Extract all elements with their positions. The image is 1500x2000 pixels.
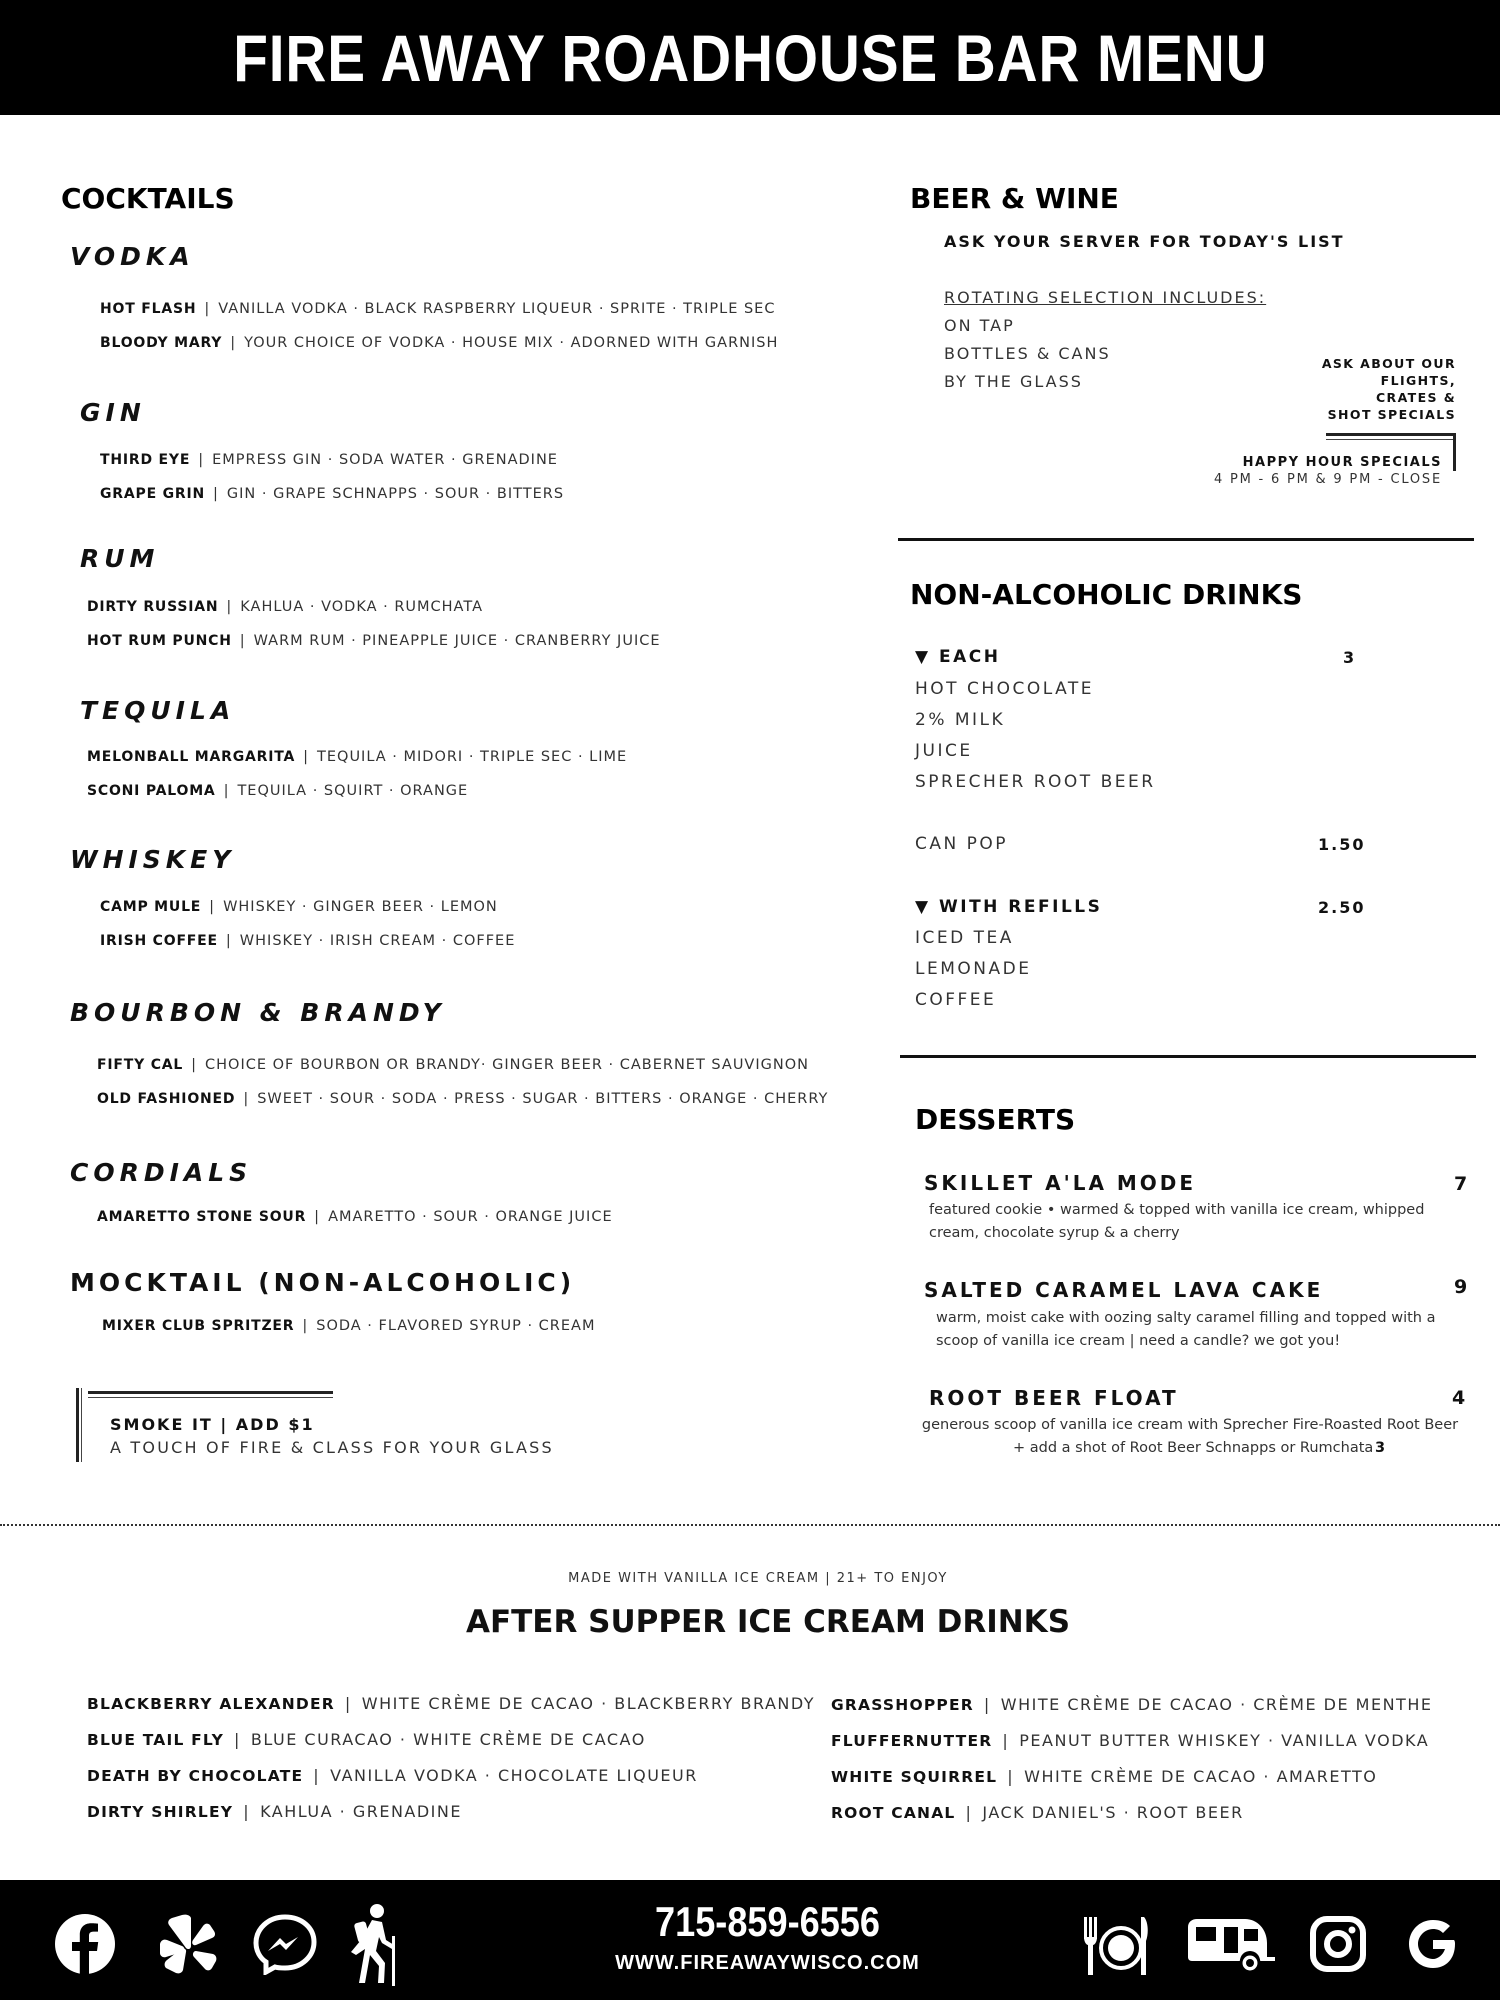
happy-hour-times: 4 PM - 6 PM & 9 PM - CLOSE (1213, 472, 1442, 487)
cocktail-desc: YOUR CHOICE OF VODKA · HOUSE MIX · ADORNED WITH GARNISH (244, 335, 779, 351)
spirit-heading-bourbon-brandy: BOURBON & BRANDY (70, 998, 446, 1027)
cocktail-desc: TEQUILA · SQUIRT · ORANGE (237, 783, 469, 799)
smoke-it-label: SMOKE IT | ADD $1 (110, 1415, 315, 1434)
dotted-divider (0, 1524, 1500, 1526)
cocktail-name: AMARETTO STONE SOUR (97, 1209, 307, 1225)
cocktail-item: MELONBALL MARGARITA | TEQUILA · MIDORI · TRIPLE SEC · LIME (87, 749, 628, 765)
flights-line: SHOT SPECIALS (1327, 407, 1456, 422)
drink-desc: BLUE CURACAO · WHITE CRÈME DE CACAO (250, 1730, 646, 1749)
drink-desc: VANILLA VODKA · CHOCOLATE LIQUEUR (330, 1766, 698, 1785)
ice-cream-drink: DEATH BY CHOCOLATE | VANILLA VODKA · CHOCOLATE LIQUEUR (87, 1766, 698, 1785)
cocktail-name: IRISH COFFEE (100, 933, 218, 949)
cocktail-name: CAMP MULE (100, 899, 202, 915)
drink-item: SPRECHER ROOT BEER (915, 772, 1156, 792)
flights-line: CRATES & (1375, 390, 1456, 405)
cocktail-item: IRISH COFFEE | WHISKEY · IRISH CREAM · COFFEE (100, 933, 516, 949)
cocktail-name: MIXER CLUB SPRITZER (102, 1318, 295, 1334)
cocktail-desc: AMARETTO · SOUR · ORANGE JUICE (328, 1209, 613, 1225)
happy-hour-title: HAPPY HOUR SPECIALS (1242, 455, 1442, 470)
drink-item: ICED TEA (915, 928, 1014, 948)
ice-cream-drink: ROOT CANAL | JACK DANIEL'S · ROOT BEER (831, 1803, 1244, 1822)
spirit-heading-whiskey: WHISKEY (70, 845, 236, 874)
flights-line: FLIGHTS, (1380, 373, 1456, 388)
cocktail-name: FIFTY CAL (97, 1057, 184, 1073)
dessert-price: 9 (1454, 1276, 1468, 1298)
spirit-heading-tequila: TEQUILA (80, 696, 236, 725)
dessert-price: 4 (1452, 1387, 1466, 1409)
drink-name: WHITE SQUIRREL (831, 1768, 998, 1786)
cocktail-desc: WARM RUM · PINEAPPLE JUICE · CRANBERRY JUICE (253, 633, 661, 649)
cocktail-item: SCONI PALOMA | TEQUILA · SQUIRT · ORANGE (87, 783, 469, 799)
drink-item: JUICE (915, 741, 973, 761)
cocktail-desc: CHOICE OF BOURBON OR BRANDY· GINGER BEER · CABERNET SAUVIGNON (205, 1057, 809, 1073)
drink-name: DEATH BY CHOCOLATE (87, 1767, 304, 1785)
dessert-desc: featured cookie • warmed & topped with vanilla ice cream, whipped cream, chocolate syrup & a cherry (929, 1202, 1425, 1241)
cocktail-name: DIRTY RUSSIAN (87, 599, 219, 615)
cocktail-item: MIXER CLUB SPRITZER | SODA · FLAVORED SYRUP · CREAM (102, 1318, 596, 1334)
dessert-desc: warm, moist cake with oozing salty caramel filling and topped with a scoop of vanilla ice cream | need a candle? we got you! (936, 1310, 1436, 1349)
section-divider (900, 1055, 1476, 1058)
cocktail-desc: WHISKEY · IRISH CREAM · COFFEE (239, 933, 516, 949)
cocktail-desc: SODA · FLAVORED SYRUP · CREAM (316, 1318, 596, 1334)
can-pop-price: 1.50 (1318, 835, 1366, 854)
dessert-desc: generous scoop of vanilla ice cream with Sprecher Fire-Roasted Root Beer (921, 1417, 1459, 1433)
desserts-title: DESSERTS (915, 1103, 1076, 1136)
beer-wine-title: BEER & WINE (910, 182, 1119, 215)
drink-name: GRASSHOPPER (831, 1696, 974, 1714)
ice-cream-drink: BLUE TAIL FLY | BLUE CURACAO · WHITE CRÈME DE CACAO (87, 1730, 646, 1749)
can-pop-label: CAN POP (915, 834, 1009, 854)
drink-name: BLACKBERRY ALEXANDER (87, 1695, 335, 1713)
menu-title: FIRE AWAY ROADHOUSE BAR MENU (232, 20, 1268, 95)
drink-item: HOT CHOCOLATE (915, 679, 1095, 699)
instagram-icon[interactable] (1310, 1916, 1366, 1972)
cocktail-name: SCONI PALOMA (87, 783, 216, 799)
cocktail-item: HOT FLASH | VANILLA VODKA · BLACK RASPBERRY LIQUEUR · SPRITE · TRIPLE SEC (100, 301, 776, 317)
ice-cream-drink: GRASSHOPPER | WHITE CRÈME DE CACAO · CRÈME DE MENTHE (831, 1695, 1433, 1714)
cocktail-desc: GIN · GRAPE SCHNAPPS · SOUR · BITTERS (226, 486, 565, 502)
drink-desc: WHITE CRÈME DE CACAO · CRÈME DE MENTHE (1000, 1695, 1433, 1714)
dessert-addon: + add a shot of Root Beer Schnapps or Rumchata (1013, 1440, 1374, 1456)
cocktail-item: HOT RUM PUNCH | WARM RUM · PINEAPPLE JUICE · CRANBERRY JUICE (87, 633, 661, 649)
beer-wine-ask: ASK YOUR SERVER FOR TODAY'S LIST (944, 232, 1345, 251)
yelp-icon[interactable] (156, 1913, 218, 1979)
dessert-addon-price: 3 (1375, 1440, 1386, 1456)
cocktails-title: COCKTAILS (61, 182, 235, 215)
drink-desc: WHITE CRÈME DE CACAO · AMARETTO (1024, 1767, 1378, 1786)
ice-cream-drink: BLACKBERRY ALEXANDER | WHITE CRÈME DE CACAO · BLACKBERRY BRANDY (87, 1694, 816, 1713)
cocktail-item: FIFTY CAL | CHOICE OF BOURBON OR BRANDY· GINGER BEER · CABERNET SAUVIGNON (97, 1057, 809, 1073)
each-price: 3 (1343, 648, 1357, 667)
non-alcoholic-title: NON-ALCOHOLIC DRINKS (910, 578, 1303, 611)
beer-option: ON TAP (944, 316, 1015, 335)
google-icon[interactable] (1405, 1916, 1461, 1972)
happy-hour-rule (1326, 433, 1456, 440)
cocktail-item: GRAPE GRIN | GIN · GRAPE SCHNAPPS · SOUR · BITTERS (100, 486, 565, 502)
refills-label: ▼ WITH REFILLS (915, 897, 1103, 917)
menu-header (0, 0, 1500, 115)
drink-name: ROOT CANAL (831, 1804, 956, 1822)
drink-item: LEMONADE (915, 959, 1032, 979)
beer-option: BOTTLES & CANS (944, 344, 1111, 363)
cocktail-item: DIRTY RUSSIAN | KAHLUA · VODKA · RUMCHATA (87, 599, 483, 615)
dessert-name: SKILLET A'LA MODE (924, 1171, 1197, 1195)
messenger-icon[interactable] (252, 1913, 318, 1975)
section-divider (898, 538, 1474, 541)
cocktail-name: MELONBALL MARGARITA (87, 749, 296, 765)
cocktail-item: CAMP MULE | WHISKEY · GINGER BEER · LEMON (100, 899, 498, 915)
flights-line: ASK ABOUT OUR (1321, 356, 1456, 371)
drink-desc: PEANUT BUTTER WHISKEY · VANILLA VODKA (1019, 1731, 1430, 1750)
each-label: ▼ EACH (915, 647, 1001, 667)
hiker-icon (344, 1902, 404, 1986)
ice-cream-drink: WHITE SQUIRREL | WHITE CRÈME DE CACAO · AMARETTO (831, 1767, 1378, 1786)
drink-name: BLUE TAIL FLY (87, 1731, 224, 1749)
refills-price: 2.50 (1318, 898, 1366, 917)
cocktail-desc: EMPRESS GIN · SODA WATER · GRENADINE (212, 452, 558, 468)
cocktail-name: HOT FLASH (100, 301, 197, 317)
camper-icon (1182, 1915, 1278, 1977)
cocktail-item: THIRD EYE | EMPRESS GIN · SODA WATER · GRENADINE (100, 452, 558, 468)
ice-cream-title: AFTER SUPPER ICE CREAM DRINKS (465, 1604, 1071, 1640)
spirit-heading-vodka: VODKA (70, 242, 195, 271)
cocktail-item: BLOODY MARY | YOUR CHOICE OF VODKA · HOUSE MIX · ADORNED WITH GARNISH (100, 335, 779, 351)
drink-item: 2% MILK (915, 710, 1006, 730)
cocktail-desc: TEQUILA · MIDORI · TRIPLE SEC · LIME (317, 749, 628, 765)
website-link[interactable]: WWW.FIREAWAYWISCO.COM (615, 1952, 920, 1974)
cocktail-name: HOT RUM PUNCH (87, 633, 232, 649)
drink-item: COFFEE (915, 990, 997, 1010)
cocktail-desc: VANILLA VODKA · BLACK RASPBERRY LIQUEUR · SPRITE · TRIPLE SEC (218, 301, 776, 317)
ice-cream-subtitle: MADE WITH VANILLA ICE CREAM | 21+ TO ENJOY (568, 1571, 948, 1586)
smoke-it-tagline: A TOUCH OF FIRE & CLASS FOR YOUR GLASS (110, 1438, 554, 1457)
ice-cream-drink: DIRTY SHIRLEY | KAHLUA · GRENADINE (87, 1802, 462, 1821)
drink-desc: WHITE CRÈME DE CACAO · BLACKBERRY BRANDY (361, 1694, 816, 1713)
drink-name: DIRTY SHIRLEY (87, 1803, 234, 1821)
cocktail-name: GRAPE GRIN (100, 486, 206, 502)
dessert-price: 7 (1454, 1173, 1468, 1195)
ice-cream-drink: FLUFFERNUTTER | PEANUT BUTTER WHISKEY · VANILLA VODKA (831, 1731, 1430, 1750)
beer-option: BY THE GLASS (944, 372, 1083, 391)
drink-name: FLUFFERNUTTER (831, 1732, 993, 1750)
spirit-heading-rum: RUM (80, 544, 160, 573)
drink-desc: KAHLUA · GRENADINE (260, 1802, 462, 1821)
rotating-selection-label: ROTATING SELECTION INCLUDES: (944, 288, 1267, 307)
spirit-heading-gin: GIN (80, 398, 146, 427)
drink-desc: JACK DANIEL'S · ROOT BEER (982, 1803, 1244, 1822)
cocktail-name: OLD FASHIONED (97, 1091, 236, 1107)
spirit-heading-cordials: CORDIALS (70, 1158, 253, 1187)
dessert-name: SALTED CARAMEL LAVA CAKE (924, 1278, 1324, 1302)
flights-note (1290, 355, 1456, 423)
cocktail-desc: SWEET · SOUR · SODA · PRESS · SUGAR · BITTERS · ORANGE · CHERRY (257, 1091, 829, 1107)
spirit-heading-mocktail: MOCKTAIL (NON-ALCOHOLIC) (70, 1268, 576, 1297)
cocktail-desc: WHISKEY · GINGER BEER · LEMON (223, 899, 498, 915)
cocktail-item: AMARETTO STONE SOUR | AMARETTO · SOUR · ORANGE JUICE (97, 1209, 613, 1225)
dessert-name: ROOT BEER FLOAT (929, 1386, 1179, 1410)
facebook-icon[interactable] (54, 1913, 116, 1975)
happy-hour-rule-side (1452, 433, 1456, 471)
cocktail-name: BLOODY MARY (100, 335, 223, 351)
cocktail-desc: KAHLUA · VODKA · RUMCHATA (240, 599, 483, 615)
cocktail-item: OLD FASHIONED | SWEET · SOUR · SODA · PRESS · SUGAR · BITTERS · ORANGE · CHERRY (97, 1091, 829, 1107)
phone-number[interactable]: 715-859-6556 (655, 1898, 880, 1945)
plate-icon (1080, 1913, 1152, 1979)
cocktail-name: THIRD EYE (100, 452, 191, 468)
